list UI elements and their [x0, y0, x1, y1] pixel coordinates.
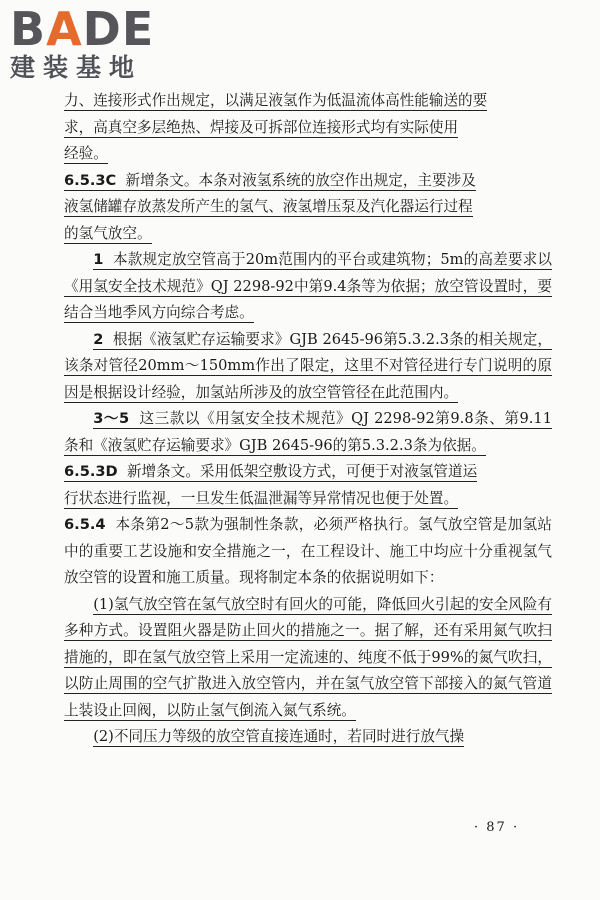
page-body	[64, 88, 552, 751]
note-1	[64, 592, 552, 725]
note-text: (1)氢气放空管在氢气放空时有回火的可能，降低回火引起的安全风险有多种方式。设置阻火器是防止回火的措施之一。据了解，还有采用氮气吹扫措施的，即在氢气放空管上采用一定流速的、纯度不低于99%的氮气吹扫，以防止周围的空气扩散进入放空管内，并在氢气放空管下部接入的氮气管道上装设止回阀，以防止氢气倒流入氮气系统。	[64, 595, 552, 719]
underlined-line: 力、连接形式作出规定，以满足液氢作为低温流体高性能输送的要	[64, 92, 488, 109]
item-text: 本款规定放空管高于20m范围内的平台或建筑物；5m的高差要求以《用氢安全技术规范》QJ 2298-92中第9.4条等为依据；放空管设置时，要结合当地季风方向综合考虑。	[64, 251, 552, 321]
section-6-5-3c	[64, 168, 552, 248]
page-number: · 87 ·	[474, 820, 520, 835]
logo-letters-de: DE	[82, 2, 155, 56]
item-number: 2	[93, 330, 104, 348]
logo-letter-a: A	[46, 2, 83, 56]
section-text: 本条第2～5款为强制性条款，必须严格执行。氢气放空管是加氢站中的重要工艺设施和安全措施之一，在工程设计、施工中均应十分重视氢气放空管的设置和施工质量。现将制定本条的依据说明如下：	[64, 516, 552, 586]
section-text: 新增条文。采用低架空敷设方式，可便于对液氢管道运	[126, 463, 478, 480]
section-number: 6.5.3D	[64, 463, 118, 480]
paragraph-continued	[64, 88, 552, 168]
underlined-line: 行状态进行监视，一旦发生低温泄漏等异常情况也便于处置。	[64, 489, 459, 507]
section-6-5-3d	[64, 459, 552, 512]
logo-letter-b: B	[10, 2, 47, 56]
underlined-line: 经验。	[64, 145, 108, 162]
item-2	[64, 327, 552, 407]
note-2	[64, 724, 552, 751]
section-number: 6.5.4	[64, 516, 106, 533]
bade-logo	[10, 2, 180, 82]
item-number: 1	[93, 251, 104, 268]
note-text: (2)不同压力等级的放空管直接连通时，若同时进行放气操	[93, 728, 465, 745]
item-number: 3～5	[93, 410, 130, 427]
section-text: 新增条文。本条对液氢系统的放空作出规定，主要涉及	[125, 171, 476, 189]
underlined-line: 求，高真空多层绝热、焊接及可拆部位连接形式均有实际使用	[64, 118, 459, 136]
item-text: 这三款以《用氢安全技术规范》QJ 2298-92第9.8条、第9.11条和《液氢贮存运输要求》GJB 2645-96的第5.3.2.3条为依据。	[64, 410, 552, 454]
underlined-line: 液氢储罐存放蒸发所产生的氢气、液氢增压泵及汽化器运行过程	[64, 198, 473, 215]
underlined-line: 的氢气放空。	[64, 224, 152, 242]
logo-wordmark	[10, 2, 155, 56]
logo-subtitle: 建装基地	[10, 53, 143, 82]
item-text: 根据《液氢贮存运输要求》GJB 2645-96第5.3.2.3条的相关规定，该条对管径20mm～150mm作出了限定，这里不对管径进行专门说明的原因是根据设计经验，加氢站所涉及的放空管管径在此范围内。	[64, 330, 552, 401]
section-number: 6.5.3C	[64, 171, 117, 189]
section-6-5-4	[64, 512, 552, 592]
item-1	[64, 247, 552, 327]
item-3-5	[64, 406, 552, 459]
